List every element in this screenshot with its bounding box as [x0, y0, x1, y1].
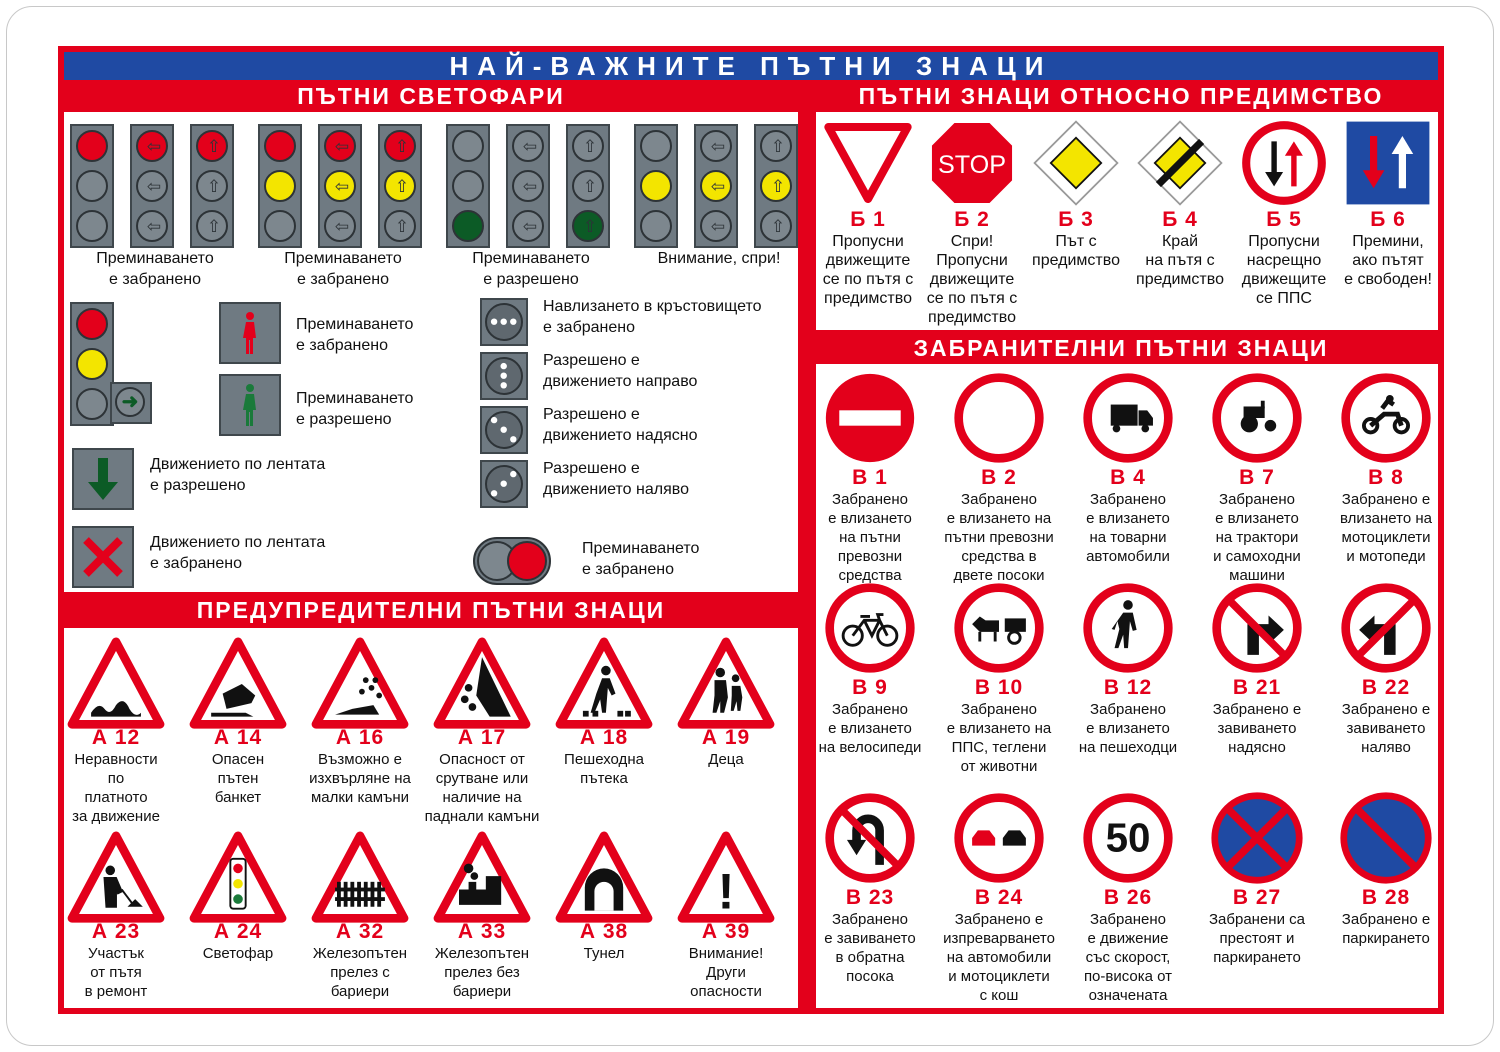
pedestrian-go-caption: Преминаването е разрешено: [296, 390, 414, 428]
sign-code: Б 5: [1266, 208, 1302, 231]
sign-code: В 21: [1232, 676, 1282, 699]
sign-caption: Железопътен прелез без бариери: [434, 945, 530, 1000]
lane-go-caption: Движението по лентата е разрешено: [150, 456, 326, 494]
sign-code: В 26: [1103, 886, 1153, 909]
sign-caption: Пропусни насрещно движещите се ППС: [1241, 233, 1327, 307]
stop-octagon-icon: [927, 118, 1017, 208]
signal-lamp: [76, 308, 108, 340]
pedestrian-crossing-icon: [554, 638, 654, 730]
signal-lamp: [512, 130, 544, 162]
signal-lamp: [572, 170, 604, 202]
sign-caption: Железопътен прелез с бариери: [312, 945, 408, 1000]
traffic-signals-icon: [188, 832, 288, 924]
signal-lamp: [700, 130, 732, 162]
sign-code: А 12: [91, 726, 141, 749]
sign-code: А 32: [335, 920, 385, 943]
signal-lamp: [452, 130, 484, 162]
warning-panel: [64, 628, 798, 1008]
sign-caption: Край на пътя с предимство: [1136, 233, 1224, 288]
no-vehicles-icon: [951, 370, 1047, 466]
traffic-light-head: [190, 124, 234, 248]
no-motorcycles-icon: [1338, 370, 1434, 466]
tram-signal-lamp: [482, 300, 526, 344]
no-parking-icon: [1338, 790, 1434, 886]
traffic-light-caption: Преминаването е разрешено: [472, 250, 590, 288]
sign-code: А 16: [335, 726, 385, 749]
sign-caption: Опасност от срутване или наличие на паднали камъни: [424, 751, 540, 825]
sign-code: В 28: [1361, 886, 1411, 909]
sign-caption: Забранено е влизането на ППС, теглени от животни: [946, 701, 1052, 775]
traffic-light-with-arrow: [70, 302, 114, 426]
signal-lamp: [76, 170, 108, 202]
signal-lamp: [264, 210, 296, 242]
sign-code: В 12: [1103, 676, 1153, 699]
traffic-light-caption: Преминаването е забранено: [284, 250, 402, 288]
tram-signal-caption: Разрешено е движението наляво: [543, 460, 689, 498]
dangerous-shoulder-icon: [188, 638, 288, 730]
sign-caption: Пешеходна пътека: [564, 751, 644, 787]
signal-lamp: [640, 130, 672, 162]
left-arrow-icon: ⇦: [710, 137, 726, 156]
traffic-light-head: [446, 124, 490, 248]
sign-caption: Забранено е влизането на пътни превозни средства в двете посоки: [944, 491, 1054, 584]
sign-code: А 17: [457, 726, 507, 749]
signal-lamp: [76, 130, 108, 162]
rail-stop-caption: Преминаването е забранено: [582, 540, 700, 578]
signal-lamp: [264, 170, 296, 202]
sign-caption: Тунел: [583, 945, 625, 962]
tunnel-icon: [554, 832, 654, 924]
end-priority-diamond-icon: [1135, 118, 1225, 208]
signal-lamp: [452, 210, 484, 242]
tram-signal: [480, 406, 528, 454]
sign-caption: Забранено е изпреварването на автомобили и мотоциклети с кош: [943, 911, 1055, 1004]
up-arrow-icon: ⇧: [206, 177, 222, 196]
left-arrow-icon: ⇦: [334, 137, 350, 156]
up-arrow-icon: ⇧: [582, 217, 598, 236]
traffic-light-head: [506, 124, 550, 248]
left-arrow-icon: ⇦: [710, 177, 726, 196]
sign-code: В 2: [981, 466, 1017, 489]
sign-code: А 14: [213, 726, 263, 749]
sign-code: А 24: [213, 920, 263, 943]
priority-section-title: ПЪТНИ ЗНАЦИ ОТНОСНО ПРЕДИМСТВО: [858, 83, 1384, 109]
sign-caption: Забранено е завиването в обратна посока: [824, 911, 916, 985]
sign-caption: Възможно е изхвърляне на малки камъни: [309, 751, 411, 806]
up-arrow-icon: ⇧: [394, 137, 410, 156]
signal-lamp: [136, 170, 168, 202]
no-overtaking-icon: [951, 790, 1047, 886]
tram-signal-lamp: [482, 408, 526, 452]
lane-stop-caption: Движението по лентата е забранено: [150, 534, 326, 572]
lane-red-cross-signal: [72, 526, 134, 588]
signal-lamp: [760, 170, 792, 202]
signal-lamp: [196, 130, 228, 162]
up-arrow-icon: ⇧: [770, 177, 786, 196]
traffic-light-caption: Внимание, спри!: [657, 250, 781, 267]
no-stopping-icon: [1209, 790, 1305, 886]
signal-lamp: [640, 210, 672, 242]
signal-lamp: [384, 210, 416, 242]
signal-lamp: [136, 210, 168, 242]
sign-code: А 23: [91, 920, 141, 943]
traffic-light-head: [318, 124, 362, 248]
level-crossing-no-barriers-icon: [432, 832, 532, 924]
signal-lamp: [572, 210, 604, 242]
left-arrow-icon: ⇦: [146, 137, 162, 156]
sign-code: Б 2: [954, 208, 990, 231]
no-right-turn-icon: [1209, 580, 1305, 676]
up-arrow-icon: ⇧: [582, 137, 598, 156]
up-arrow-icon: ⇧: [394, 177, 410, 196]
lane-green-arrow-signal: [72, 448, 134, 510]
pedestrian-stop-caption: Преминаването е забранено: [296, 316, 414, 354]
left-arrow-icon: ⇦: [522, 217, 538, 236]
tram-signal-caption: Навлизането в кръстовището е забранено: [543, 298, 762, 336]
no-trucks-icon: [1080, 370, 1176, 466]
prohibitory-section-title: ЗАБРАНИТЕЛНИ ПЪТНИ ЗНАЦИ: [913, 335, 1329, 361]
sign-code: А 19: [701, 726, 751, 749]
traffic-light-head: [258, 124, 302, 248]
sign-code: В 22: [1361, 676, 1411, 699]
no-bicycles-icon: [822, 580, 918, 676]
down-arrow-icon: [74, 450, 132, 508]
signal-lamp: [512, 170, 544, 202]
page-title: НАЙ-ВАЖНИТЕ ПЪТНИ ЗНАЦИ: [64, 52, 1438, 80]
up-arrow-icon: ⇧: [770, 137, 786, 156]
sign-caption: Забранено е движение със скорост, по-висока от означената: [1083, 911, 1173, 1004]
no-entry-icon: [822, 370, 918, 466]
signal-lamp: [700, 210, 732, 242]
no-u-turn-icon: [822, 790, 918, 886]
oncoming-priority-icon: [1239, 118, 1329, 208]
sign-caption: Забранено е завиването надясно: [1212, 701, 1302, 756]
signal-lamp: [324, 130, 356, 162]
sign-caption: Забранено е влизането на мотоциклети и мотопеди: [1340, 491, 1432, 565]
tram-signal-lamp: [482, 354, 526, 398]
up-arrow-icon: ⇧: [206, 137, 222, 156]
signal-lamp: [76, 348, 108, 380]
roadworks-icon: [66, 832, 166, 924]
signal-lamp: [512, 210, 544, 242]
sign-code: Б 6: [1370, 208, 1406, 231]
pedestrian-icon: [221, 376, 279, 434]
sign-caption: Забранено е паркирането: [1341, 911, 1431, 947]
sign-code: В 8: [1368, 466, 1404, 489]
sign-code: В 27: [1232, 886, 1282, 909]
sign-code: Б 4: [1162, 208, 1198, 231]
traffic-light-head: [566, 124, 610, 248]
sign-caption: Неравности по платното за движение: [72, 751, 160, 825]
lights-section-title: ПЪТНИ СВЕТОФАРИ: [297, 83, 565, 109]
sign-caption: Внимание! Други опасности: [688, 945, 764, 1000]
signal-lamp: [384, 170, 416, 202]
signal-lamp: [640, 170, 672, 202]
svg-text:50: 50: [1105, 814, 1151, 861]
yield-triangle-icon: [823, 118, 913, 208]
cross-icon: [74, 528, 132, 586]
pedestrian-red-signal: [219, 302, 281, 364]
traffic-light-head: [754, 124, 798, 248]
signal-lamp: [760, 210, 792, 242]
sign-caption: Участък от пътя в ремонт: [84, 945, 148, 1000]
sign-code: В 10: [974, 676, 1024, 699]
sign-code: В 7: [1239, 466, 1275, 489]
tram-signal-caption: Разрешено е движението направо: [543, 352, 698, 390]
pedestrian-icon: [221, 304, 279, 362]
sign-code: В 9: [852, 676, 888, 699]
sign-code: В 1: [852, 466, 888, 489]
sign-code: В 23: [845, 886, 895, 909]
sign-caption: Забранено е завиването наляво: [1341, 701, 1431, 756]
sign-caption: Забранено е влизането на велосипеди: [818, 701, 922, 756]
sign-code: А 39: [701, 920, 751, 943]
tram-signal: [480, 460, 528, 508]
sign-code: Б 3: [1058, 208, 1094, 231]
signal-lamp: [76, 388, 108, 420]
traffic-light-head: [70, 124, 114, 248]
priority-panel: [816, 112, 1438, 330]
signal-lamp: [324, 210, 356, 242]
priority-road-diamond-icon: [1031, 118, 1121, 208]
railway-crossing-signal: [472, 536, 552, 586]
sign-code: В 24: [974, 886, 1024, 909]
tram-signal: [480, 352, 528, 400]
left-arrow-icon: ⇦: [334, 217, 350, 236]
sign-caption: Забранено е влизането на пътни превозни средства: [828, 491, 912, 584]
sign-caption: Забранено е влизането на пешеходци: [1078, 701, 1178, 756]
sign-caption: Опасен пътен банкет: [211, 751, 265, 806]
tram-signal-lamp: [482, 462, 526, 506]
signal-lamp: [264, 130, 296, 162]
loose-chippings-icon: [310, 638, 410, 730]
signal-lamp: [196, 210, 228, 242]
other-danger-icon: [676, 832, 776, 924]
prohibitory-panel: [816, 364, 1438, 1008]
signal-lamp: [324, 170, 356, 202]
signal-lamp: [76, 210, 108, 242]
priority-over-oncoming-icon: [1343, 118, 1433, 208]
tram-signal-caption: Разрешено е движението надясно: [543, 406, 698, 444]
speed-limit-icon: [1080, 790, 1176, 886]
sign-caption: Пропусни движещите се по пътя с предимство: [822, 233, 914, 307]
signal-lamp: [384, 130, 416, 162]
sign-caption: Забранено е влизането на товарни автомобили: [1086, 491, 1170, 565]
sign-code: Б 1: [850, 208, 886, 231]
traffic-light-head: [130, 124, 174, 248]
lights-panel: [64, 112, 798, 592]
sign-caption: Деца: [708, 751, 744, 768]
svg-text:!: !: [717, 863, 735, 920]
no-pedestrians-icon: [1080, 580, 1176, 676]
traffic-light-caption: Преминаването е забранено: [96, 250, 214, 288]
up-arrow-icon: ⇧: [394, 217, 410, 236]
svg-text:STOP: STOP: [937, 150, 1007, 179]
left-arrow-icon: ⇦: [522, 137, 538, 156]
sign-code: А 38: [579, 920, 629, 943]
traffic-light-head: [694, 124, 738, 248]
sign-caption: Спри! Пропусни движещите се по пътя с предимство: [926, 233, 1018, 326]
left-arrow-icon: ⇦: [710, 217, 726, 236]
sign-caption: Забранено е влизането на трактори и самоходни машини: [1213, 491, 1301, 584]
up-arrow-icon: ⇧: [206, 217, 222, 236]
sign-caption: Светофар: [202, 945, 274, 962]
up-arrow-icon: ⇧: [582, 177, 598, 196]
no-animal-drawn-icon: [951, 580, 1047, 676]
signal-lamp: [700, 170, 732, 202]
sign-code: А 33: [457, 920, 507, 943]
signal-lamp: [572, 130, 604, 162]
signal-lamp: [452, 170, 484, 202]
children-icon: [676, 638, 776, 730]
signal-lamp: [196, 170, 228, 202]
traffic-light-head: [378, 124, 422, 248]
sign-caption: Забранени са престоят и паркирането: [1209, 911, 1305, 966]
traffic-light-head: [634, 124, 678, 248]
sign-caption: Път с предимство: [1032, 233, 1120, 269]
signal-lamp: [136, 130, 168, 162]
sign-code: В 4: [1110, 466, 1146, 489]
left-arrow-icon: ⇦: [146, 177, 162, 196]
uneven-road-icon: [66, 638, 166, 730]
left-arrow-icon: ⇦: [334, 177, 350, 196]
left-arrow-icon: ⇦: [146, 217, 162, 236]
up-arrow-icon: ⇧: [770, 217, 786, 236]
level-crossing-barriers-icon: [310, 832, 410, 924]
warning-section-title: ПРЕДУПРЕДИТЕЛНИ ПЪТНИ ЗНАЦИ: [196, 597, 666, 623]
left-arrow-icon: ⇦: [522, 177, 538, 196]
tram-signal: [480, 298, 528, 346]
no-left-turn-icon: [1338, 580, 1434, 676]
no-tractors-icon: [1209, 370, 1305, 466]
signal-lamp: [760, 130, 792, 162]
sign-code: А 18: [579, 726, 629, 749]
sign-caption: Премини, ако пътят е свободен!: [1344, 233, 1432, 288]
right-arrow-icon: ➜: [115, 387, 145, 417]
pedestrian-green-signal: [219, 374, 281, 436]
falling-rocks-icon: [432, 638, 532, 730]
